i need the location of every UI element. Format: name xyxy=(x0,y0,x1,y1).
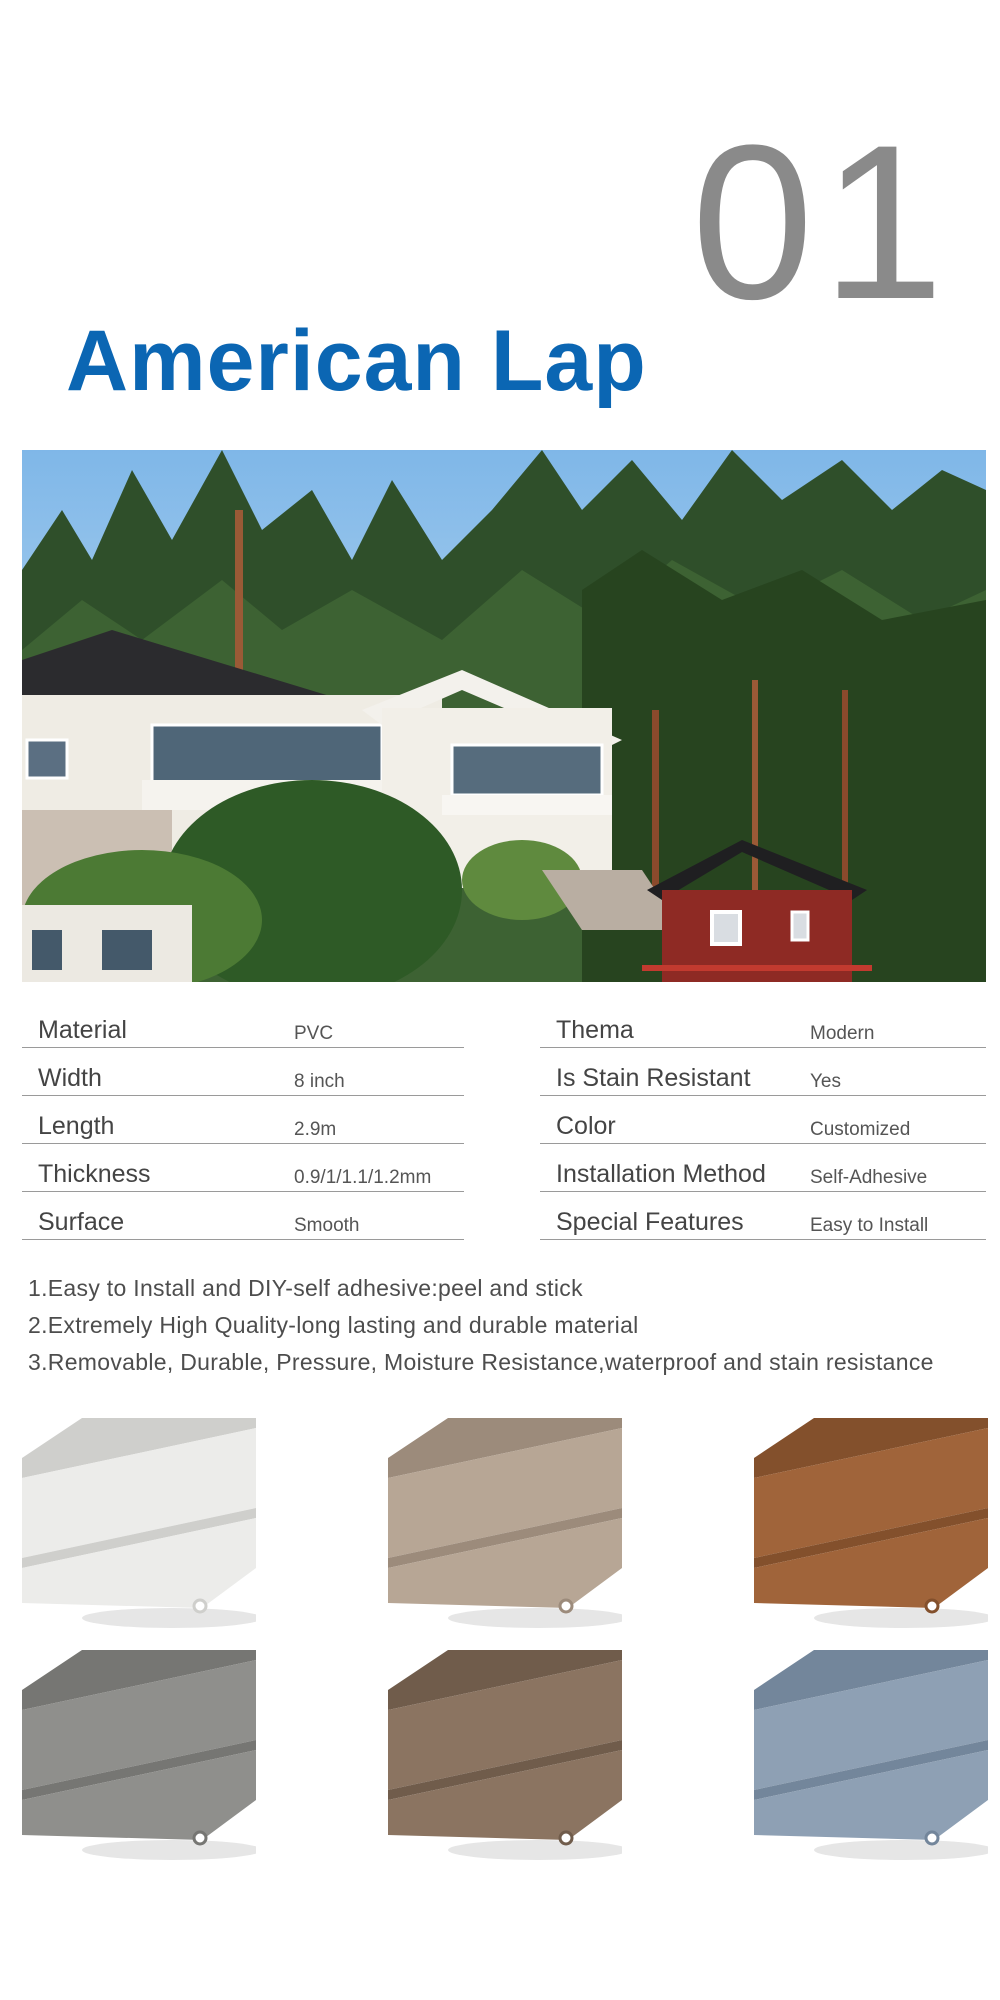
hero-photo-houses xyxy=(22,450,986,982)
spec-value: Smooth xyxy=(294,1215,360,1236)
spec-label: Thema xyxy=(556,1016,634,1044)
spec-value: 8 inch xyxy=(294,1071,345,1092)
spec-row xyxy=(540,1192,986,1240)
spec-value: Easy to Install xyxy=(810,1215,929,1236)
spec-row xyxy=(540,1000,986,1048)
spec-value: PVC xyxy=(294,1023,334,1044)
feature-item: 1.Easy to Install and DIY-self adhesive:peel and stick xyxy=(28,1275,583,1301)
spec-label: Surface xyxy=(38,1208,125,1236)
color-swatch xyxy=(388,1418,622,1636)
spec-column-right xyxy=(540,1000,986,1240)
product-title: American Lap xyxy=(66,313,647,409)
spec-row xyxy=(22,1096,464,1144)
spec-label: Thickness xyxy=(38,1160,151,1188)
color-swatch xyxy=(22,1418,256,1636)
spec-label: Width xyxy=(38,1064,102,1092)
color-swatch xyxy=(754,1418,988,1636)
spec-row xyxy=(22,1048,464,1096)
color-swatch xyxy=(388,1650,622,1868)
spec-row xyxy=(22,1000,464,1048)
spec-value: 2.9m xyxy=(294,1119,337,1140)
color-swatch xyxy=(754,1650,988,1868)
spec-row xyxy=(540,1144,986,1192)
spec-row xyxy=(540,1096,986,1144)
spec-label: Special Features xyxy=(556,1208,744,1236)
spec-label: Material xyxy=(38,1016,127,1044)
spec-column-left xyxy=(22,1000,464,1240)
spec-label: Is Stain Resistant xyxy=(556,1064,751,1092)
spec-value: 0.9/1/1.1/1.2mm xyxy=(294,1167,432,1188)
spec-label: Color xyxy=(556,1112,616,1140)
spec-row xyxy=(22,1144,464,1192)
color-swatch xyxy=(22,1650,256,1868)
spec-value: Yes xyxy=(810,1071,841,1092)
spec-row xyxy=(540,1048,986,1096)
feature-item: 2.Extremely High Quality-long lasting and durable material xyxy=(28,1312,639,1338)
color-swatch-grid xyxy=(0,1410,1000,1870)
spec-value: Customized xyxy=(810,1119,911,1140)
spec-label: Installation Method xyxy=(556,1160,766,1188)
feature-list xyxy=(28,1270,1000,1381)
feature-item: 3.Removable, Durable, Pressure, Moisture Resistance,waterproof and stain resistance xyxy=(28,1349,934,1375)
spec-row xyxy=(22,1192,464,1240)
spec-label: Length xyxy=(38,1112,115,1140)
spec-value: Self-Adhesive xyxy=(810,1167,928,1188)
section-number: 01 xyxy=(691,99,952,345)
spec-table xyxy=(22,1000,986,1240)
spec-value: Modern xyxy=(810,1023,875,1044)
